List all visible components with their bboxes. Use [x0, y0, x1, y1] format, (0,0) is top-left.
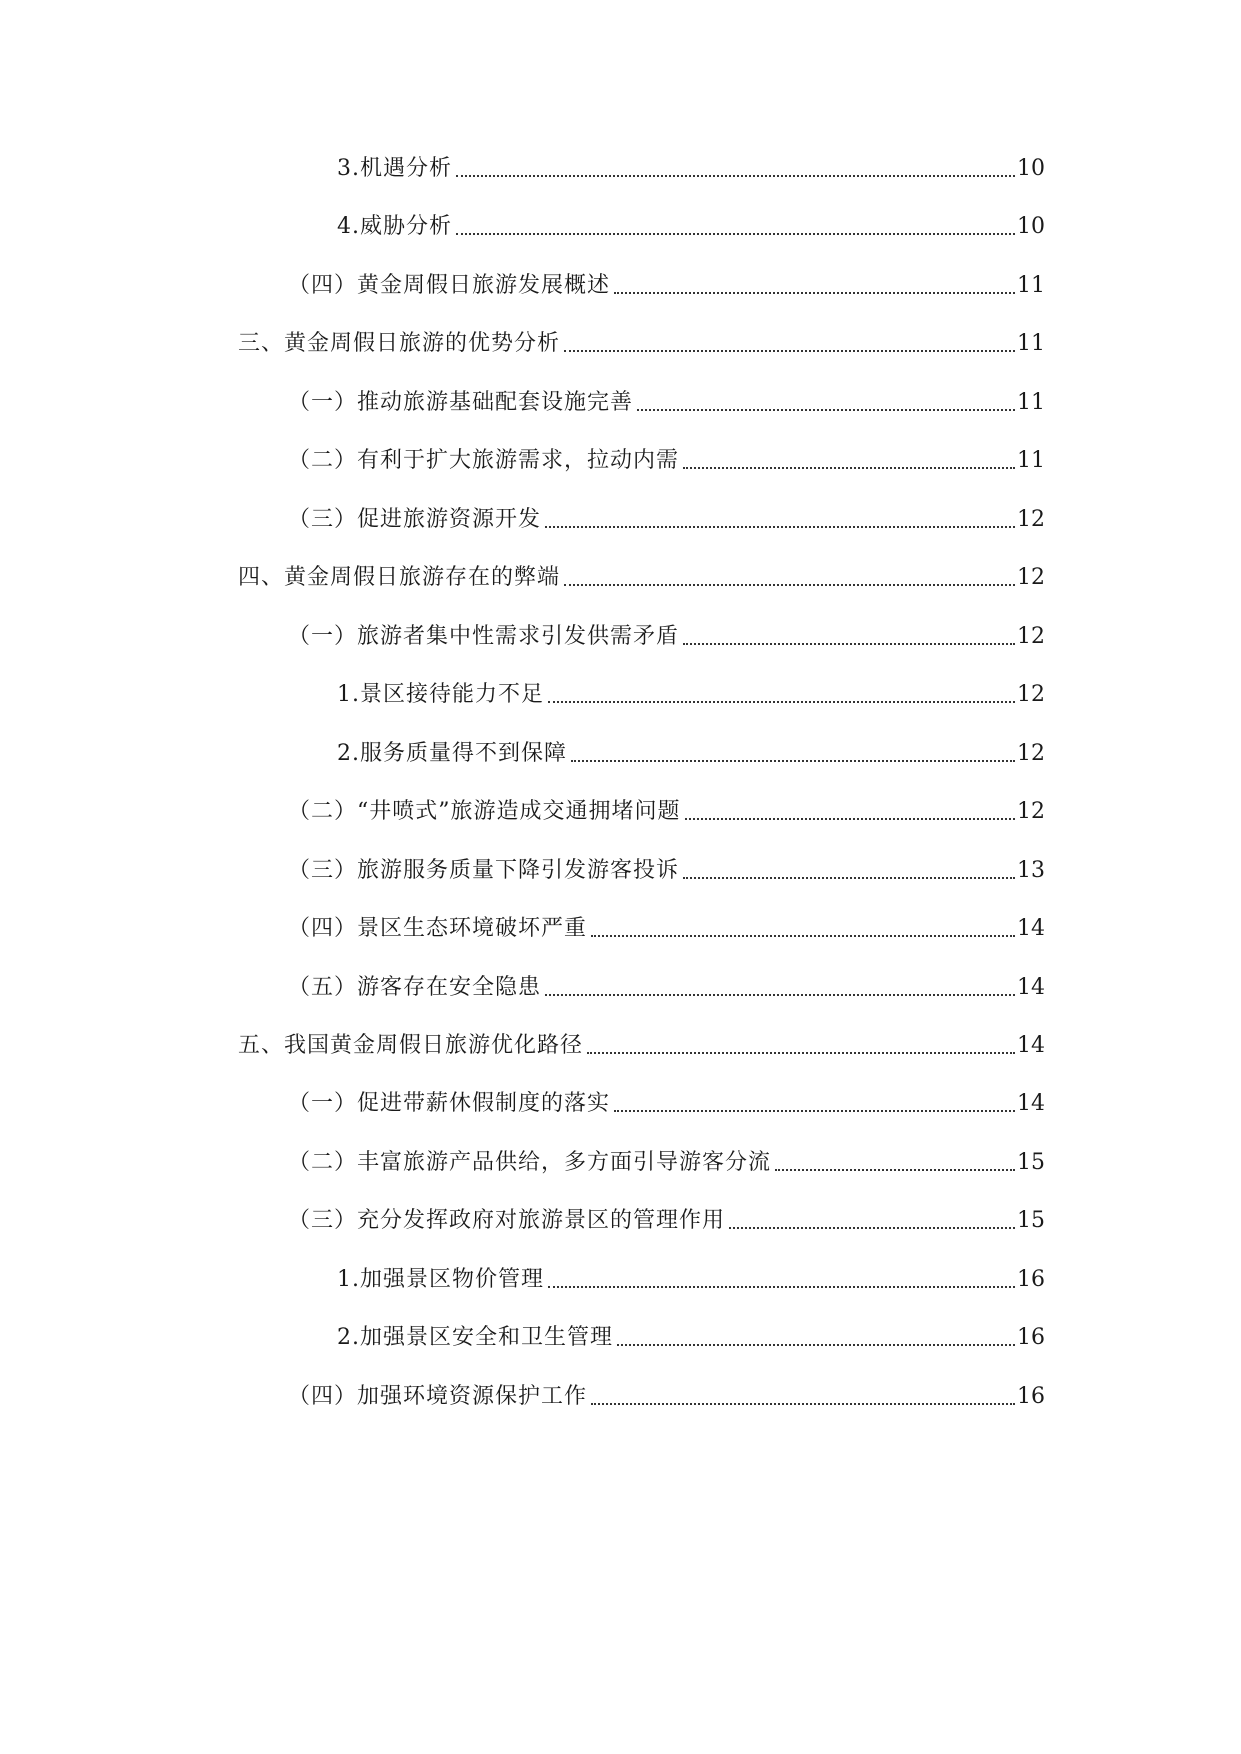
dot-leader	[545, 526, 1015, 528]
toc-entry-title: （一）旅游者集中性需求引发供需矛盾	[288, 624, 680, 649]
dot-leader	[614, 292, 1015, 294]
toc-entry-title: （三）促进旅游资源开发	[288, 507, 542, 532]
toc-entry[interactable]	[337, 1255, 1045, 1295]
toc-entry[interactable]	[288, 846, 1045, 886]
toc-entry[interactable]	[337, 202, 1045, 242]
toc-entry-title: 三、黄金周假日旅游的优势分析	[238, 331, 561, 356]
toc-entry[interactable]	[288, 1138, 1045, 1178]
toc-entry-page: 12	[1017, 682, 1045, 707]
toc-entry-title: （一）推动旅游基础配套设施完善	[288, 390, 634, 415]
toc-entry-title: 2.服务质量得不到保障	[337, 741, 567, 766]
dot-leader	[545, 994, 1015, 996]
toc-entry-page: 14	[1017, 1091, 1045, 1116]
toc-entry[interactable]	[238, 319, 1045, 359]
toc-entry-title: 4.威胁分析	[337, 214, 452, 239]
toc-entry-title: （四）黄金周假日旅游发展概述	[288, 273, 611, 298]
toc-entry-title: （二）有利于扩大旅游需求，拉动内需	[288, 448, 680, 473]
dot-leader	[637, 409, 1015, 411]
toc-entry-page: 11	[1017, 331, 1045, 356]
dot-leader	[456, 175, 1015, 177]
dot-leader	[548, 1286, 1015, 1288]
dot-leader	[617, 1344, 1015, 1346]
toc-entry[interactable]	[337, 670, 1045, 710]
toc-entry[interactable]	[288, 1196, 1045, 1236]
dot-leader	[729, 1227, 1015, 1229]
toc-entry-page: 12	[1017, 565, 1045, 590]
toc-entry[interactable]	[337, 729, 1045, 769]
toc-entry[interactable]	[288, 612, 1045, 652]
dot-leader	[683, 467, 1015, 469]
dot-leader	[571, 760, 1015, 762]
toc-entry[interactable]	[238, 1021, 1045, 1061]
toc-entry-title: （二）丰富旅游产品供给，多方面引导游客分流	[288, 1150, 772, 1175]
toc-entry-title: （四）景区生态环境破坏严重	[288, 916, 588, 941]
dot-leader	[564, 350, 1015, 352]
toc-entry[interactable]	[288, 378, 1045, 418]
dot-leader	[587, 1052, 1015, 1054]
toc-entry[interactable]	[238, 553, 1045, 593]
toc-entry-page: 16	[1017, 1267, 1045, 1292]
toc-entry-page: 12	[1017, 624, 1045, 649]
toc-entry-page: 15	[1017, 1150, 1045, 1175]
toc-entry[interactable]	[288, 963, 1045, 1003]
toc-entry[interactable]	[337, 1313, 1045, 1353]
toc-entry-title: （五）游客存在安全隐患	[288, 975, 542, 1000]
toc-entry-title: （四）加强环境资源保护工作	[288, 1384, 588, 1409]
toc-entry[interactable]	[288, 1372, 1045, 1412]
dot-leader	[548, 701, 1015, 703]
toc-entry-page: 14	[1017, 1033, 1045, 1058]
toc-entry-title: 1.景区接待能力不足	[337, 682, 544, 707]
toc-entry[interactable]	[288, 436, 1045, 476]
toc-entry-page: 11	[1017, 390, 1045, 415]
toc-entry-title: （三）充分发挥政府对旅游景区的管理作用	[288, 1208, 726, 1233]
toc-entry[interactable]	[337, 144, 1045, 184]
toc-entry[interactable]	[288, 261, 1045, 301]
dot-leader	[614, 1110, 1015, 1112]
dot-leader	[591, 935, 1015, 937]
toc-entry-title: 3.机遇分析	[337, 156, 452, 181]
toc-entry-page: 12	[1017, 741, 1045, 766]
toc-entry-title: （一）促进带薪休假制度的落实	[288, 1091, 611, 1116]
toc-entry-title: 2.加强景区安全和卫生管理	[337, 1325, 613, 1350]
toc-entry[interactable]	[288, 787, 1045, 827]
dot-leader	[685, 818, 1016, 820]
toc-entry-page: 14	[1017, 975, 1045, 1000]
toc-entry-page: 10	[1017, 156, 1045, 181]
toc-entry-page: 16	[1017, 1384, 1045, 1409]
toc-entry-page: 13	[1017, 858, 1045, 883]
toc-entry-page: 10	[1017, 214, 1045, 239]
toc-entry[interactable]	[288, 495, 1045, 535]
toc-entry-page: 15	[1017, 1208, 1045, 1233]
dot-leader	[591, 1403, 1015, 1405]
toc-entry-title: 1.加强景区物价管理	[337, 1267, 544, 1292]
toc-entry-title: （二）“井喷式”旅游造成交通拥堵问题	[288, 799, 681, 824]
toc-entry[interactable]	[288, 904, 1045, 944]
toc-entry-page: 11	[1017, 448, 1045, 473]
toc-entry[interactable]	[288, 1079, 1045, 1119]
dot-leader	[683, 877, 1015, 879]
toc-entry-title: 四、黄金周假日旅游存在的弊端	[238, 565, 561, 590]
toc-entry-page: 11	[1017, 273, 1045, 298]
toc-entry-title: （三）旅游服务质量下降引发游客投诉	[288, 858, 680, 883]
dot-leader	[683, 643, 1015, 645]
dot-leader	[775, 1169, 1015, 1171]
toc-entry-page: 12	[1017, 507, 1045, 532]
toc-entry-page: 12	[1017, 799, 1045, 824]
toc-entry-page: 14	[1017, 916, 1045, 941]
toc-entry-page: 16	[1017, 1325, 1045, 1350]
dot-leader	[456, 233, 1015, 235]
dot-leader	[564, 584, 1015, 586]
toc-entry-title: 五、我国黄金周假日旅游优化路径	[238, 1033, 584, 1058]
